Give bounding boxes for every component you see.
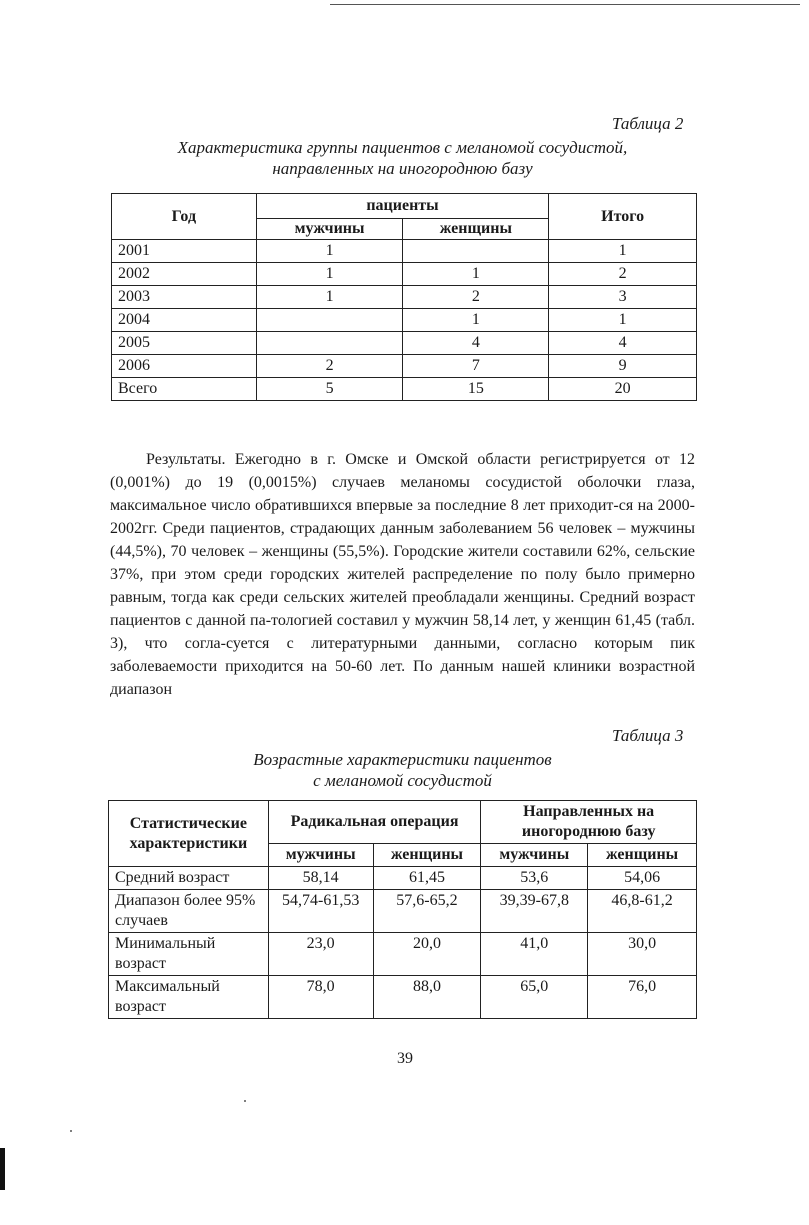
- table3-row: [109, 976, 697, 1019]
- table2-cell-total: 9: [549, 355, 697, 378]
- table2-cell-men: [256, 309, 403, 332]
- table3-header-radical-men: мужчины: [268, 844, 373, 867]
- table3-cell-n-men: 41,0: [481, 933, 588, 976]
- table3-cell-n-men: 65,0: [481, 976, 588, 1019]
- table3-title: [110, 749, 695, 791]
- table2-cell-women: 1: [403, 263, 549, 286]
- table3-title-line: Возрастные характеристики пациентов: [253, 750, 552, 769]
- table3-cell-n-women: 76,0: [588, 976, 697, 1019]
- table2-cell-women: [403, 240, 549, 263]
- table2-cell-men: 1: [256, 263, 403, 286]
- table3-header-referred: Направленных на иногороднюю базу: [481, 801, 697, 844]
- table2-row: [112, 378, 697, 401]
- table2-cell-women: 1: [403, 309, 549, 332]
- table3: [108, 800, 697, 1019]
- table2-cell-total: 1: [549, 309, 697, 332]
- table3-cell-n-women: 46,8-61,2: [588, 890, 697, 933]
- table2-cell-year: 2006: [112, 355, 257, 378]
- table2-cell-women: 15: [403, 378, 549, 401]
- table2-cell-men: 1: [256, 240, 403, 263]
- top-rule: [330, 4, 800, 5]
- table2-row: [112, 263, 697, 286]
- table3-header-radical: Радикальная операция: [268, 801, 481, 844]
- table2-cell-men: [256, 332, 403, 355]
- table2-cell-total: 2: [549, 263, 697, 286]
- table3-cell-n-women: 54,06: [588, 867, 697, 890]
- table3-row: [109, 890, 697, 933]
- table2-cell-total: 1: [549, 240, 697, 263]
- table2-cell-women: 2: [403, 286, 549, 309]
- table3-cell-n-men: 39,39-67,8: [481, 890, 588, 933]
- table2-cell-year: 2002: [112, 263, 257, 286]
- table2-cell-total: 3: [549, 286, 697, 309]
- table2-row: [112, 332, 697, 355]
- table3-cell-r-women: 88,0: [373, 976, 481, 1019]
- results-paragraph: [110, 448, 695, 701]
- results-text: Результаты. Ежегодно в г. Омске и Омской области регистрируется от 12 (0,001%) до 19 (0,0015%) случаев меланомы сосудистой оболочки глаза, максимальное число обратившихся впервые за последние 8 лет приходит-ся на 2000-2002гг. Среди пациентов, страдающих данным заболеванием 56 человек – мужчины (44,5%), 70 человек – женщины (55,5%). Городские жители составили 62%, сельские 37%, при этом среди городских жителей распределение по полу было примерно равным, тогда как среди сельских жителей преобладали женщины. Средний возраст пациентов с данной па-тологией составил у мужчин 58,14 лет, у женщин 61,45 (табл. 3), что согла-суется с литературными данными, согласно которым пик заболеваемости приходится на 50-60 лет. По данным нашей клиники возрастной диапазон: [110, 451, 695, 698]
- table3-cell-label: Диапазон более 95% случаев: [109, 890, 269, 933]
- table3-cell-label: Минимальный возраст: [109, 933, 269, 976]
- table2-cell-women: 7: [403, 355, 549, 378]
- table3-cell-label: Максимальный возраст: [109, 976, 269, 1019]
- scan-speck: [70, 1130, 72, 1132]
- table2-row: [112, 286, 697, 309]
- table2-cell-men: 1: [256, 286, 403, 309]
- table3-cell-r-women: 57,6-65,2: [373, 890, 481, 933]
- table3-row: [109, 867, 697, 890]
- table2-cell-year: 2004: [112, 309, 257, 332]
- table2-row: [112, 309, 697, 332]
- table3-cell-r-women: 20,0: [373, 933, 481, 976]
- table3-cell-label: Средний возраст: [109, 867, 269, 890]
- table2-cell-men: 2: [256, 355, 403, 378]
- table2: [111, 193, 697, 401]
- table3-cell-r-men: 78,0: [268, 976, 373, 1019]
- table3-title-line: с меланомой сосудистой: [313, 771, 492, 790]
- table3-label: Таблица 3: [612, 726, 684, 745]
- scan-artifact-bar: [0, 1148, 5, 1190]
- table3-cell-n-men: 53,6: [481, 867, 588, 890]
- table2-title-line: направленных на иногороднюю базу: [272, 159, 533, 178]
- table2-row: [112, 355, 697, 378]
- table3-cell-n-women: 30,0: [588, 933, 697, 976]
- table2-cell-men: 5: [256, 378, 403, 401]
- table2-header-year: Год: [112, 194, 257, 240]
- table3-cell-r-men: 23,0: [268, 933, 373, 976]
- table2-header-total: Итого: [549, 194, 697, 240]
- table2-label: Таблица 2: [612, 114, 684, 133]
- table2-cell-year: Всего: [112, 378, 257, 401]
- table3-header-referred-men: мужчины: [481, 844, 588, 867]
- table3-header-stat: Статистические характеристики: [109, 801, 269, 867]
- table3-cell-r-women: 61,45: [373, 867, 481, 890]
- table2-title-line: Характеристика группы пациентов с меланомой сосудистой,: [177, 138, 628, 157]
- table3-header-radical-women: женщины: [373, 844, 481, 867]
- scan-speck: [244, 1100, 246, 1102]
- table2-header-men: мужчины: [256, 219, 403, 240]
- table2-cell-total: 4: [549, 332, 697, 355]
- table2-cell-women: 4: [403, 332, 549, 355]
- page-number: 39: [397, 1050, 413, 1067]
- table2-cell-total: 20: [549, 378, 697, 401]
- table3-cell-r-men: 58,14: [268, 867, 373, 890]
- table2-row: [112, 240, 697, 263]
- table2-title: [110, 137, 695, 179]
- table2-cell-year: 2001: [112, 240, 257, 263]
- table2-header-patients: пациенты: [256, 194, 549, 219]
- table3-header-referred-women: женщины: [588, 844, 697, 867]
- table3-row: [109, 933, 697, 976]
- table2-cell-year: 2003: [112, 286, 257, 309]
- table2-header-women: женщины: [403, 219, 549, 240]
- table2-cell-year: 2005: [112, 332, 257, 355]
- table3-cell-r-men: 54,74-61,53: [268, 890, 373, 933]
